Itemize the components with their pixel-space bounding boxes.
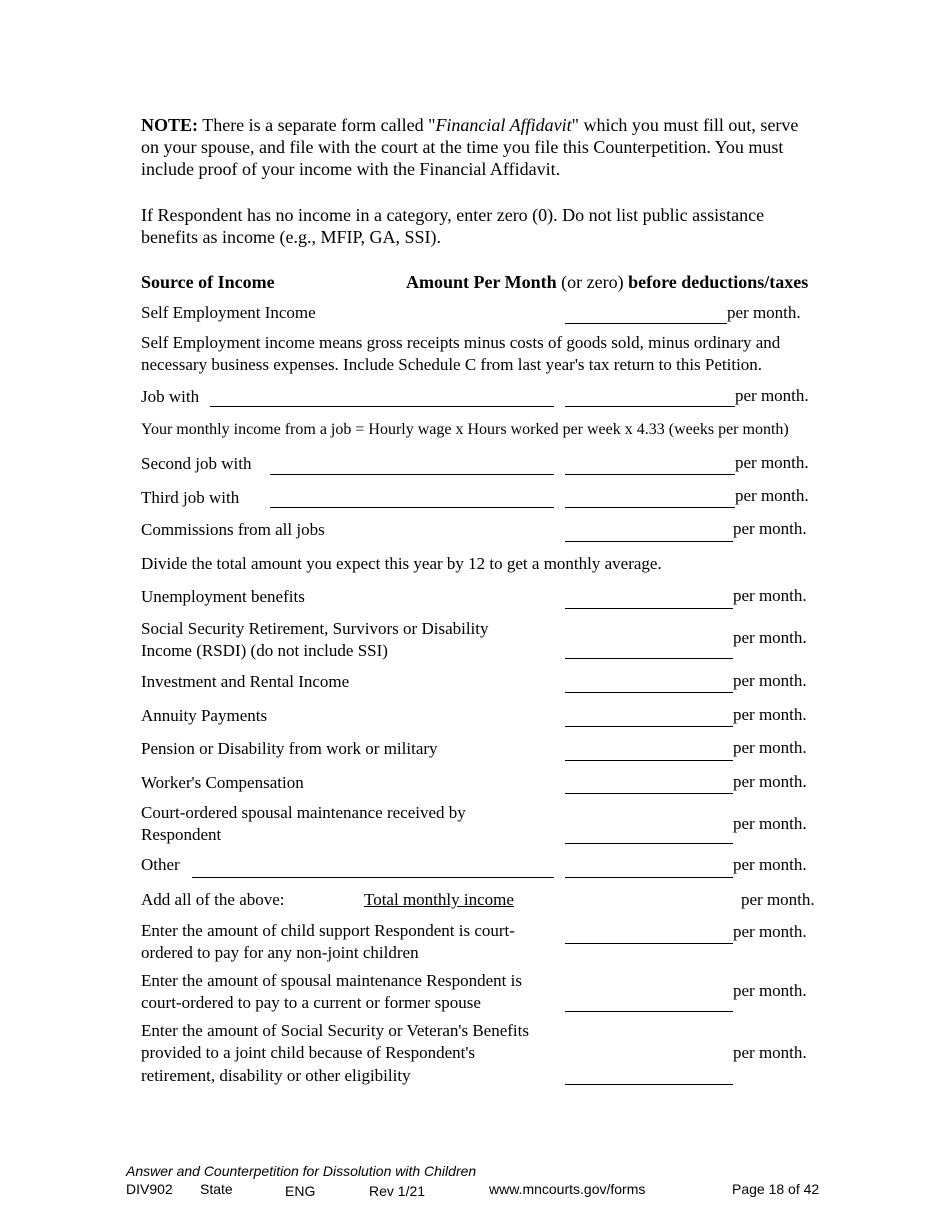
instructions-line-2: benefits as income (e.g., MFIP, GA, SSI). — [141, 227, 441, 247]
investment-amount-field[interactable] — [565, 692, 733, 693]
self-employment-amount-field[interactable] — [565, 323, 727, 324]
per-month-label: per month. — [733, 671, 807, 690]
note-label: NOTE: — [141, 115, 199, 135]
other-label: Other — [141, 855, 180, 874]
per-month-label: per month. — [735, 486, 809, 505]
annuity-label: Annuity Payments — [141, 706, 268, 725]
per-month-label: per month. — [733, 519, 807, 538]
rsdi-label-2: Income (RSDI) (do not include SSI) — [141, 641, 388, 660]
child-support-label-1: Enter the amount of child support Respondent is court- — [141, 921, 515, 940]
footer-form-id: DIV902 — [126, 1181, 173, 1197]
investment-label: Investment and Rental Income — [141, 672, 350, 691]
spousal-received-label-1: Court-ordered spousal maintenance received by — [141, 803, 466, 822]
second-job-amount-field[interactable] — [565, 474, 735, 475]
per-month-label: per month. — [735, 453, 809, 472]
rsdi-amount-field[interactable] — [565, 658, 733, 659]
spousal-paid-label-2: court-ordered to pay to a current or former spouse — [141, 993, 481, 1012]
job-amount-field[interactable] — [565, 406, 735, 407]
unemployment-amount-field[interactable] — [565, 608, 733, 609]
self-employment-note-1: Self Employment income means gross receipts minus costs of goods sold, minus ordinary and — [141, 333, 781, 352]
note-line-2: on your spouse, and file with the court at the time you file this Counterpetition. You must — [141, 137, 784, 157]
commissions-amount-field[interactable] — [565, 541, 733, 542]
per-month-label: per month. — [733, 814, 807, 833]
child-support-label-2: ordered to pay for any non-joint children — [141, 943, 419, 962]
amount-per-month-header: Amount Per Month (or zero) before deductions/taxes — [406, 272, 809, 292]
third-job-label: Third job with — [141, 488, 240, 507]
second-job-employer-field[interactable] — [270, 474, 554, 475]
pension-label: Pension or Disability from work or military — [141, 739, 438, 758]
ss-vet-label-2: provided to a joint child because of Respondent's — [141, 1043, 476, 1062]
financial-affidavit-title: Financial Affidavit — [435, 115, 572, 135]
footer-revision: Rev 1/21 — [369, 1183, 426, 1199]
workers-comp-label: Worker's Compensation — [141, 773, 304, 792]
other-amount-field[interactable] — [565, 877, 733, 878]
third-job-employer-field[interactable] — [270, 507, 554, 508]
spousal-paid-label-1: Enter the amount of spousal maintenance Respondent is — [141, 971, 522, 990]
job-income-note: Your monthly income from a job = Hourly wage x Hours worked per week x 4.33 (weeks per month) — [141, 421, 789, 438]
note-line-1: NOTE: There is a separate form called "Financial Affidavit" which you must fill out, serve — [141, 115, 799, 135]
commissions-note: Divide the total amount you expect this year by 12 to get a monthly average. — [141, 554, 662, 573]
spousal-received-label-2: Respondent — [141, 825, 222, 844]
per-month-label: per month. — [735, 386, 809, 405]
footer-page-number: Page 18 of 42 — [732, 1181, 820, 1197]
self-employment-label: Self Employment Income — [141, 303, 316, 322]
spousal-paid-amount-field[interactable] — [565, 1011, 733, 1012]
second-job-label: Second job with — [141, 454, 252, 473]
per-month-label: per month. — [733, 738, 807, 757]
ss-vet-label-3: retirement, disability or other eligibility — [141, 1066, 411, 1085]
add-all-label: Add all of the above: — [141, 890, 285, 909]
ss-vet-amount-field[interactable] — [565, 1084, 733, 1085]
rsdi-label-1: Social Security Retirement, Survivors or Disability — [141, 619, 489, 638]
per-month-label: per month. — [733, 1043, 807, 1062]
per-month-label: per month. — [733, 586, 807, 605]
source-of-income-header: Source of Income — [141, 272, 275, 292]
note-line-3: include proof of your income with the Financial Affidavit. — [141, 159, 561, 179]
footer-url[interactable]: www.mncourts.gov/forms — [489, 1181, 646, 1197]
per-month-label: per month. — [733, 772, 807, 791]
footer-form-title: Answer and Counterpetition for Dissolution with Children — [126, 1163, 477, 1179]
child-support-amount-field[interactable] — [565, 943, 733, 944]
pension-amount-field[interactable] — [565, 760, 733, 761]
commissions-label: Commissions from all jobs — [141, 520, 325, 539]
annuity-amount-field[interactable] — [565, 726, 733, 727]
footer-state: State — [200, 1181, 233, 1197]
self-employment-note-2: necessary business expenses. Include Schedule C from last year's tax return to this Petition. — [141, 355, 763, 374]
job-employer-field[interactable] — [210, 406, 554, 407]
per-month-label: per month. — [733, 981, 807, 1000]
unemployment-label: Unemployment benefits — [141, 587, 305, 606]
per-month-label: per month. — [733, 628, 807, 647]
total-monthly-income-label: Total monthly income — [364, 890, 514, 909]
other-source-field[interactable] — [192, 877, 554, 878]
per-month-label: per month. — [733, 855, 807, 874]
spousal-received-amount-field[interactable] — [565, 843, 733, 844]
third-job-amount-field[interactable] — [565, 507, 735, 508]
per-month-label: per month. — [741, 890, 815, 909]
instructions-line-1: If Respondent has no income in a category, enter zero (0). Do not list public assistance — [141, 205, 765, 225]
per-month-label: per month. — [733, 922, 807, 941]
job-with-label: Job with — [141, 387, 200, 406]
per-month-label: per month. — [733, 705, 807, 724]
workers-comp-amount-field[interactable] — [565, 793, 733, 794]
per-month-label: per month. — [727, 303, 801, 322]
ss-vet-label-1: Enter the amount of Social Security or Veteran's Benefits — [141, 1021, 529, 1040]
footer-language: ENG — [285, 1183, 316, 1199]
